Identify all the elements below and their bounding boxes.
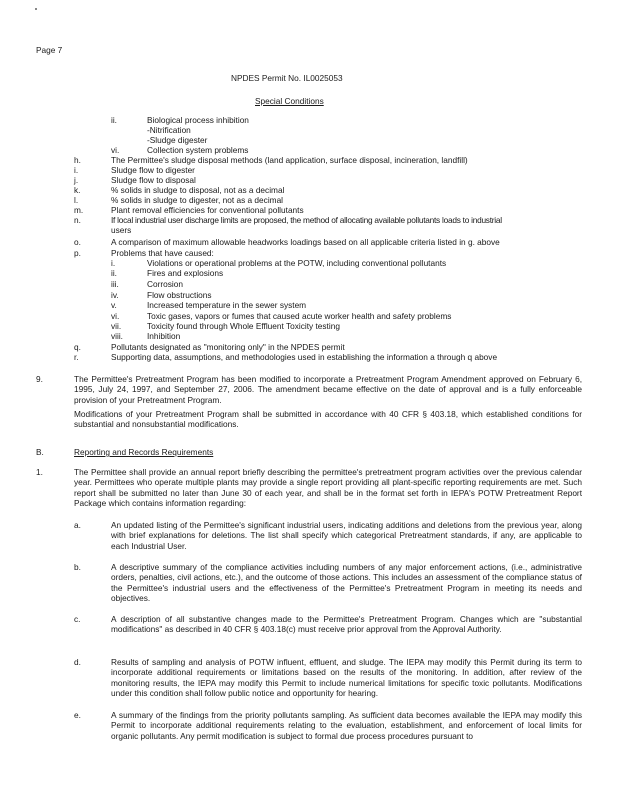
list-marker: iii.: [111, 279, 119, 289]
list-item: Collection system problems: [147, 145, 249, 155]
list-marker: h.: [74, 155, 81, 165]
sub-item-text: An updated listing of the Permittee's significant industrial users, indicating additions and deletions from the previous year, along with brief explanations for deletions. The list shall specify which categorical Pretreatment standards, if any, are applicable to each Industrial User.: [111, 520, 582, 551]
list-marker: m.: [74, 205, 84, 215]
list-item: If local industrial user discharge limits are proposed, the method of allocating available pollutants loads to industrial: [111, 215, 502, 225]
item-1-number: 1.: [36, 467, 43, 477]
list-marker: vi.: [111, 311, 120, 321]
item-1-text: The Permittee shall provide an annual report briefly describing the permittee's pretreatment program activities over the previous calendar year. Permittees who operate multiple plants may provide a single report providing all plant-specific reporting requirements are met. Such report shall be submitted no later than June 30 of each year, and shall be in the format set forth in IEPA's POTW Pretreatment Report Package which contains information regarding:: [74, 467, 582, 508]
list-marker: vii.: [111, 321, 122, 331]
section-b-letter: B.: [36, 447, 44, 457]
list-item: Plant removal efficiencies for conventional pollutants: [111, 205, 304, 215]
list-marker: l.: [74, 195, 79, 205]
section-title: Special Conditions: [255, 96, 324, 106]
list-marker: i.: [74, 165, 79, 175]
list-item: Toxic gases, vapors or fumes that caused acute worker health and safety problems: [147, 311, 452, 321]
sub-item-letter: e.: [74, 710, 81, 720]
list-marker: iv.: [111, 290, 119, 300]
list-item: Pollutants designated as "monitoring only" in the NPDES permit: [111, 342, 345, 352]
list-item: Toxicity found through Whole Effluent Toxicity testing: [147, 321, 340, 331]
list-item: Inhibition: [147, 331, 181, 341]
list-item: users: [111, 225, 132, 235]
list-item: Flow obstructions: [147, 290, 212, 300]
sub-item-text: Results of sampling and analysis of POTW influent, effluent, and sludge. The IEPA may modify this Permit during its term to incorporate additional requirements or limitations based on the results of the monitoring. In addition, after review of the monitoring results, the IEPA may modify this Permit to include numerical limitations for specific toxic pollutants. Modifications under this condition shall follow public notice and opportunity for hearing.: [111, 657, 582, 698]
list-item: Violations or operational problems at the POTW, including conventional pollutants: [147, 258, 447, 268]
page-label: Page 7: [36, 45, 63, 55]
list-marker: vi.: [111, 145, 120, 155]
list-item: Corrosion: [147, 279, 183, 289]
list-item: Supporting data, assumptions, and methodologies used in establishing the information a through q above: [111, 352, 498, 362]
scan-mark: [35, 8, 37, 10]
list-marker: n.: [74, 215, 81, 225]
list-item: Fires and explosions: [147, 268, 224, 278]
list-marker: o.: [74, 237, 81, 247]
section-b-title: Reporting and Records Requirements: [74, 447, 214, 457]
list-item: The Permittee's sludge disposal methods (land application, surface disposal, incineration, landfill): [111, 155, 468, 165]
list-item: Sludge flow to digester: [111, 165, 195, 175]
list-marker: q.: [74, 342, 81, 352]
list-marker: v.: [111, 300, 117, 310]
list-item: Biological process inhibition: [147, 115, 249, 125]
sub-item-letter: d.: [74, 657, 81, 667]
list-item: Increased temperature in the sewer system: [147, 300, 307, 310]
list-marker: p.: [74, 248, 81, 258]
list-item: % solids in sludge to digester, not as a decimal: [111, 195, 284, 205]
list-item: -Nitrification: [147, 125, 191, 135]
list-marker: i.: [111, 258, 116, 268]
sub-item-letter: c.: [74, 614, 81, 624]
permit-title: NPDES Permit No. IL0025053: [231, 73, 343, 83]
list-marker: j.: [74, 175, 79, 185]
sub-item-letter: b.: [74, 562, 81, 572]
list-item: Problems that have caused:: [111, 248, 214, 258]
list-item: A comparison of maximum allowable headworks loadings based on all applicable criteria listed in g. above: [111, 237, 500, 247]
section-9-paragraph-2: Modifications of your Pretreatment Program shall be submitted in accordance with 40 CFR § 403.18, which established conditions for substantial and nonsubstantial modifications.: [74, 409, 582, 430]
list-marker: k.: [74, 185, 81, 195]
list-marker: r.: [74, 352, 79, 362]
section-9-paragraph-1: The Permittee's Pretreatment Program has been modified to incorporate a Pretreatment Program Amendment approved on February 6, 1995, July 24, 1997, and September 27, 2006. The amendment became effective on the date of approval and is a fully enforceable provision of your Pretreatment Program.: [74, 374, 582, 405]
sub-item-text: A summary of the findings from the priority pollutants sampling. As sufficient data becomes available the IEPA may modify this Permit to incorporate additional requirements relating to the evaluation, establishment, and enforcement of local limits for organic pollutants. Any permit modification is subject to formal due process procedures pursuant to: [111, 710, 582, 741]
sub-item-text: A description of all substantive changes made to the Permittee's Pretreatment Program. Changes which are "substantial modifications" as described in 40 CFR § 403.18(c) must receive prior approval from the Approval Authority.: [111, 614, 582, 635]
list-item: -Sludge digester: [147, 135, 208, 145]
list-item: % solids in sludge to disposal, not as a decimal: [111, 185, 285, 195]
list-marker: ii.: [111, 268, 117, 278]
section-9-number: 9.: [36, 374, 43, 384]
list-marker: ii.: [111, 115, 117, 125]
sub-item-letter: a.: [74, 520, 81, 530]
list-item: Sludge flow to disposal: [111, 175, 196, 185]
sub-item-text: A descriptive summary of the compliance activities including numbers of any major enforcement actions, (i.e., administrative orders, penalties, civil actions, etc.), and the outcome of those actions. This includes an assessment of the compliance status of the Permittee's industrial users and the effectiveness of the Permittee's Pretreatment Program in meeting its needs and objectives.: [111, 562, 582, 603]
list-marker: viii.: [111, 331, 123, 341]
